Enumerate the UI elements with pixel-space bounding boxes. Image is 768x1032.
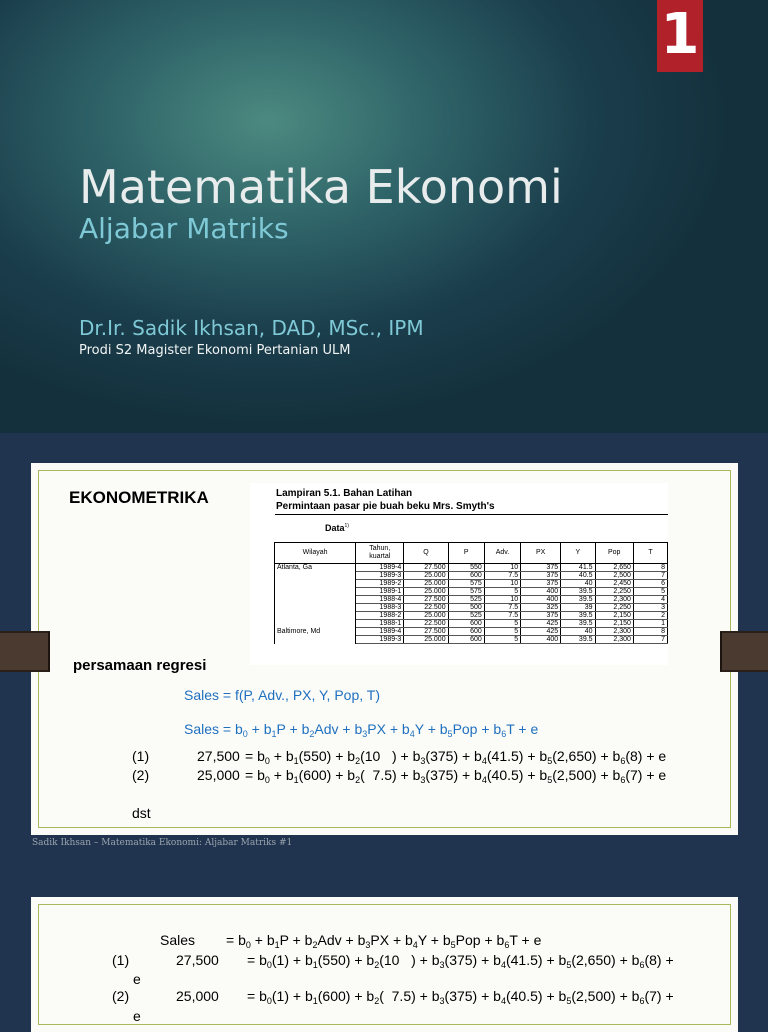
table-cell: 525 <box>448 612 484 620</box>
s3-eq2-number: (2) <box>112 988 130 1004</box>
table-row <box>275 604 668 612</box>
table-cell: 27.500 <box>404 564 448 572</box>
slide-title: Matematika Ekonomi <box>79 160 563 214</box>
table-cell: 1 <box>633 620 667 628</box>
eq2-number: (2) <box>132 767 150 783</box>
model-rhs: = $b_0 + b_1P + b_2Adv + b_3PX + b_4Y + b_5Pop + b_6T + e$ <box>226 932 542 950</box>
table-cell: 400 <box>521 596 561 604</box>
table-row <box>275 580 668 588</box>
table-cell: 39.5 <box>561 596 595 604</box>
table-cell: 375 <box>521 612 561 620</box>
table-cell: 25.000 <box>404 636 448 644</box>
table-header-cell: Q <box>404 543 448 564</box>
table-cell: 600 <box>448 628 484 636</box>
table-cell: 2 <box>633 612 667 620</box>
table-cell: 2,300 <box>595 636 633 644</box>
table-cell: 1988-4 <box>356 596 404 604</box>
slide-footer: Sadik Ikhsan – Matematika Ekonomi: Aljabar Matriks #1 <box>32 838 293 848</box>
regression-model: Sales = $b_0 + b_1P + b_2Adv + b_3PX + b_4Y + b_5Pop + b_6T + e$ <box>184 721 539 739</box>
s3-eq1-e: e <box>133 971 141 987</box>
scan-rule <box>275 514 668 515</box>
table-cell: 39.5 <box>561 588 595 596</box>
table-cell: 2,450 <box>595 580 633 588</box>
table-cell: 22.500 <box>404 620 448 628</box>
section-heading: EKONOMETRIKA <box>69 488 209 507</box>
eq1-value: 27,500 <box>197 748 240 764</box>
table-cell: 7.5 <box>484 604 520 612</box>
table-cell: 575 <box>448 580 484 588</box>
eq1-number: (1) <box>132 748 150 764</box>
table-cell: 8 <box>633 564 667 572</box>
table-cell <box>275 620 356 628</box>
left-page-tab[interactable] <box>0 631 50 672</box>
table-header-cell: P <box>448 543 484 564</box>
table-cell: 5 <box>484 636 520 644</box>
table-cell: 2,250 <box>595 588 633 596</box>
table-cell: 1989-3 <box>356 636 404 644</box>
table-cell <box>275 572 356 580</box>
table-cell: 525 <box>448 596 484 604</box>
sales-label: Sales <box>160 932 196 948</box>
table-cell: 10 <box>484 564 520 572</box>
table-cell: 1988-1 <box>356 620 404 628</box>
title-slide <box>0 0 768 433</box>
table-cell: 1989-4 <box>356 628 404 636</box>
table-cell: 425 <box>521 628 561 636</box>
table-header-cell: Y <box>561 543 595 564</box>
table-header-cell: PX <box>521 543 561 564</box>
table-cell: 39.5 <box>561 620 595 628</box>
table-cell: 500 <box>448 604 484 612</box>
s3-eq1-value: 27,500 <box>176 952 219 968</box>
table-cell: 39.5 <box>561 612 595 620</box>
table-cell: 425 <box>521 620 561 628</box>
table-header-cell: Tahun, kuartal <box>356 543 404 564</box>
eq2-rhs: = $b_0 + b_1(600) + b_2$( $7.5) + b_3(375) + b_4(40.5) + b_5(2,500) + b_6(7) + e$ <box>245 767 667 785</box>
table-cell: 1988-2 <box>356 612 404 620</box>
table-cell: 375 <box>521 564 561 572</box>
scanned-data-table <box>250 483 668 665</box>
table-cell: 2,250 <box>595 604 633 612</box>
table-cell: 40.5 <box>561 572 595 580</box>
table-header-cell: Adv. <box>484 543 520 564</box>
table-header-cell: T <box>633 543 667 564</box>
table-row <box>275 628 668 636</box>
table-cell: 5 <box>484 620 520 628</box>
table-cell: 375 <box>521 572 561 580</box>
s3-eq2-value: 25,000 <box>176 988 219 1004</box>
table-cell: 4 <box>633 596 667 604</box>
table-cell: 2,150 <box>595 612 633 620</box>
table-cell: 575 <box>448 588 484 596</box>
table-cell: 600 <box>448 572 484 580</box>
table-cell: Baltimore, Md <box>275 628 356 636</box>
scan-data-label: Data$^{1)}$ <box>325 523 349 533</box>
table-cell: 41.5 <box>561 564 595 572</box>
table-cell: 39 <box>561 604 595 612</box>
table-row <box>275 588 668 596</box>
table-cell <box>275 612 356 620</box>
slide-subtitle: Aljabar Matriks <box>79 212 289 245</box>
regression-label: persamaan regresi <box>73 657 207 674</box>
table-row <box>275 620 668 628</box>
table-cell: 600 <box>448 636 484 644</box>
table-cell <box>275 596 356 604</box>
table-cell: 3 <box>633 604 667 612</box>
table-header-cell: Wilayah <box>275 543 356 564</box>
table-cell: 7.5 <box>484 612 520 620</box>
table-cell: 600 <box>448 620 484 628</box>
slide-number-badge: 1 <box>657 0 703 72</box>
table-cell: 6 <box>633 580 667 588</box>
table-row <box>275 572 668 580</box>
table-cell: 2,300 <box>595 628 633 636</box>
table-cell: 8 <box>633 628 667 636</box>
table-cell: 5 <box>484 628 520 636</box>
table-cell <box>275 588 356 596</box>
table-row <box>275 564 668 572</box>
table-cell: 7 <box>633 572 667 580</box>
table-cell: 10 <box>484 580 520 588</box>
table-cell: 2,650 <box>595 564 633 572</box>
table-cell: 1989-2 <box>356 580 404 588</box>
table-cell: 25.000 <box>404 612 448 620</box>
table-cell: 2,300 <box>595 596 633 604</box>
table-cell: 2,500 <box>595 572 633 580</box>
table-row <box>275 636 668 644</box>
table-row <box>275 596 668 604</box>
table-cell: 7 <box>633 636 667 644</box>
table-cell: 40 <box>561 580 595 588</box>
table-header-cell: Pop <box>595 543 633 564</box>
scan-title-1: Lampiran 5.1. Bahan Latihan <box>276 488 413 499</box>
table-cell: 375 <box>521 580 561 588</box>
table-cell: 25.000 <box>404 572 448 580</box>
table-cell: 400 <box>521 588 561 596</box>
table-cell: 1988-3 <box>356 604 404 612</box>
table-cell: 25.000 <box>404 580 448 588</box>
table-cell: 40 <box>561 628 595 636</box>
table-cell: 22.500 <box>404 604 448 612</box>
author-name: Dr.Ir. Sadik Ikhsan, DAD, MSc., IPM <box>79 316 424 340</box>
s3-eq1-rhs: = $b_0(1) + b_1(550) + b_2(10$ ) + $b_3(375) + b_4(41.5) + b_5(2,650) + b_6(8)$ + <box>247 952 674 970</box>
program-name: Prodi S2 Magister Ekonomi Pertanian ULM <box>79 343 351 358</box>
regression-data-table <box>274 542 668 644</box>
scan-title-2: Permintaan pasar pie buah beku Mrs. Smyth's <box>276 501 495 512</box>
table-cell: 5 <box>633 588 667 596</box>
table-cell: 27.500 <box>404 596 448 604</box>
s3-eq2-e: e <box>133 1008 141 1024</box>
table-cell <box>275 604 356 612</box>
s3-eq2-rhs: = $b_0(1) + b_1(600) + b_2$( $7.5) + b_3(375) + b_4(40.5) + b_5(2,500) + b_6(7)$ + <box>247 988 674 1006</box>
sales-function: Sales = f(P, Adv., PX, Y, Pop, T) <box>184 687 380 703</box>
table-row <box>275 612 668 620</box>
table-cell: 10 <box>484 596 520 604</box>
table-cell: 1989-3 <box>356 572 404 580</box>
table-cell: 5 <box>484 588 520 596</box>
right-page-tab[interactable] <box>720 631 768 672</box>
table-cell: 7.5 <box>484 572 520 580</box>
table-cell: Atlanta, Ga <box>275 564 356 572</box>
table-cell: 2,150 <box>595 620 633 628</box>
table-cell: 325 <box>521 604 561 612</box>
table-cell: 39.5 <box>561 636 595 644</box>
table-cell: 1989-4 <box>356 564 404 572</box>
table-cell: 27.500 <box>404 628 448 636</box>
table-cell <box>275 580 356 588</box>
table-cell <box>275 636 356 644</box>
table-cell: 550 <box>448 564 484 572</box>
eq1-rhs: = $b_0 + b_1(550) + b_2(10$ ) + $b_3(375) + b_4(41.5) + b_5(2,650) + b_6(8) + e$ <box>245 748 667 766</box>
table-cell: 400 <box>521 636 561 644</box>
eq2-value: 25,000 <box>197 767 240 783</box>
s3-eq1-number: (1) <box>112 952 130 968</box>
table-cell: 1989-1 <box>356 588 404 596</box>
dst-text: dst <box>132 805 151 821</box>
table-cell: 25.000 <box>404 588 448 596</box>
